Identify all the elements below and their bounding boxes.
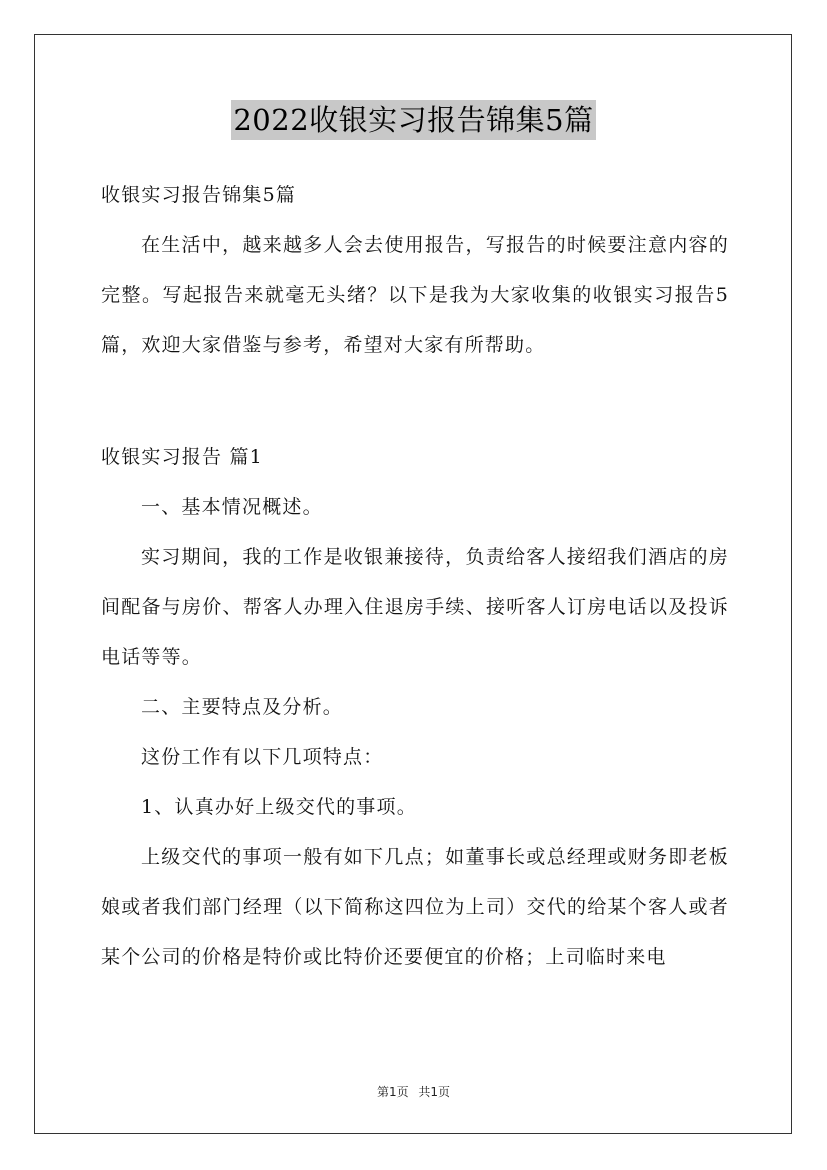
body-paragraph: 1、认真办好上级交代的事项。 — [141, 796, 417, 818]
section-gap — [101, 370, 729, 432]
body-paragraph: 这份工作有以下几项特点： — [141, 746, 384, 768]
section-heading: 收银实习报告 篇1 — [101, 446, 263, 468]
page-total: 共1页 — [418, 1085, 451, 1099]
document-body — [101, 170, 729, 982]
body-paragraph: 上级交代的事项一般有如下几点；如董事长或总经理或财务即老板娘或者我们部门经理（以下简称这四位为上司）交代的给某个客人或者某个公司的价格是特价或比特价还要便宜的价格；上司临时来电 — [101, 846, 729, 968]
page-footer — [0, 1083, 827, 1100]
document-title: 2022收银实习报告锦集5篇 — [231, 100, 595, 140]
intro-paragraph: 在生活中，越来越多人会去使用报告，写报告的时候要注意内容的完整。写起报告来就毫无头绪？以下是我为大家收集的收银实习报告5篇，欢迎大家借鉴与参考，希望对大家有所帮助。 — [101, 234, 729, 356]
page-number: 第1页 — [376, 1085, 409, 1099]
body-paragraph: 二、主要特点及分析。 — [141, 696, 344, 718]
document-subtitle: 收银实习报告锦集5篇 — [101, 184, 297, 206]
body-paragraph: 一、基本情况概述。 — [141, 496, 323, 518]
body-paragraph: 实习期间，我的工作是收银兼接待，负责给客人接绍我们酒店的房间配备与房价、帮客人办理入住退房手续、接听客人订房电话以及投诉电话等等。 — [101, 546, 729, 668]
title-container — [0, 100, 827, 140]
